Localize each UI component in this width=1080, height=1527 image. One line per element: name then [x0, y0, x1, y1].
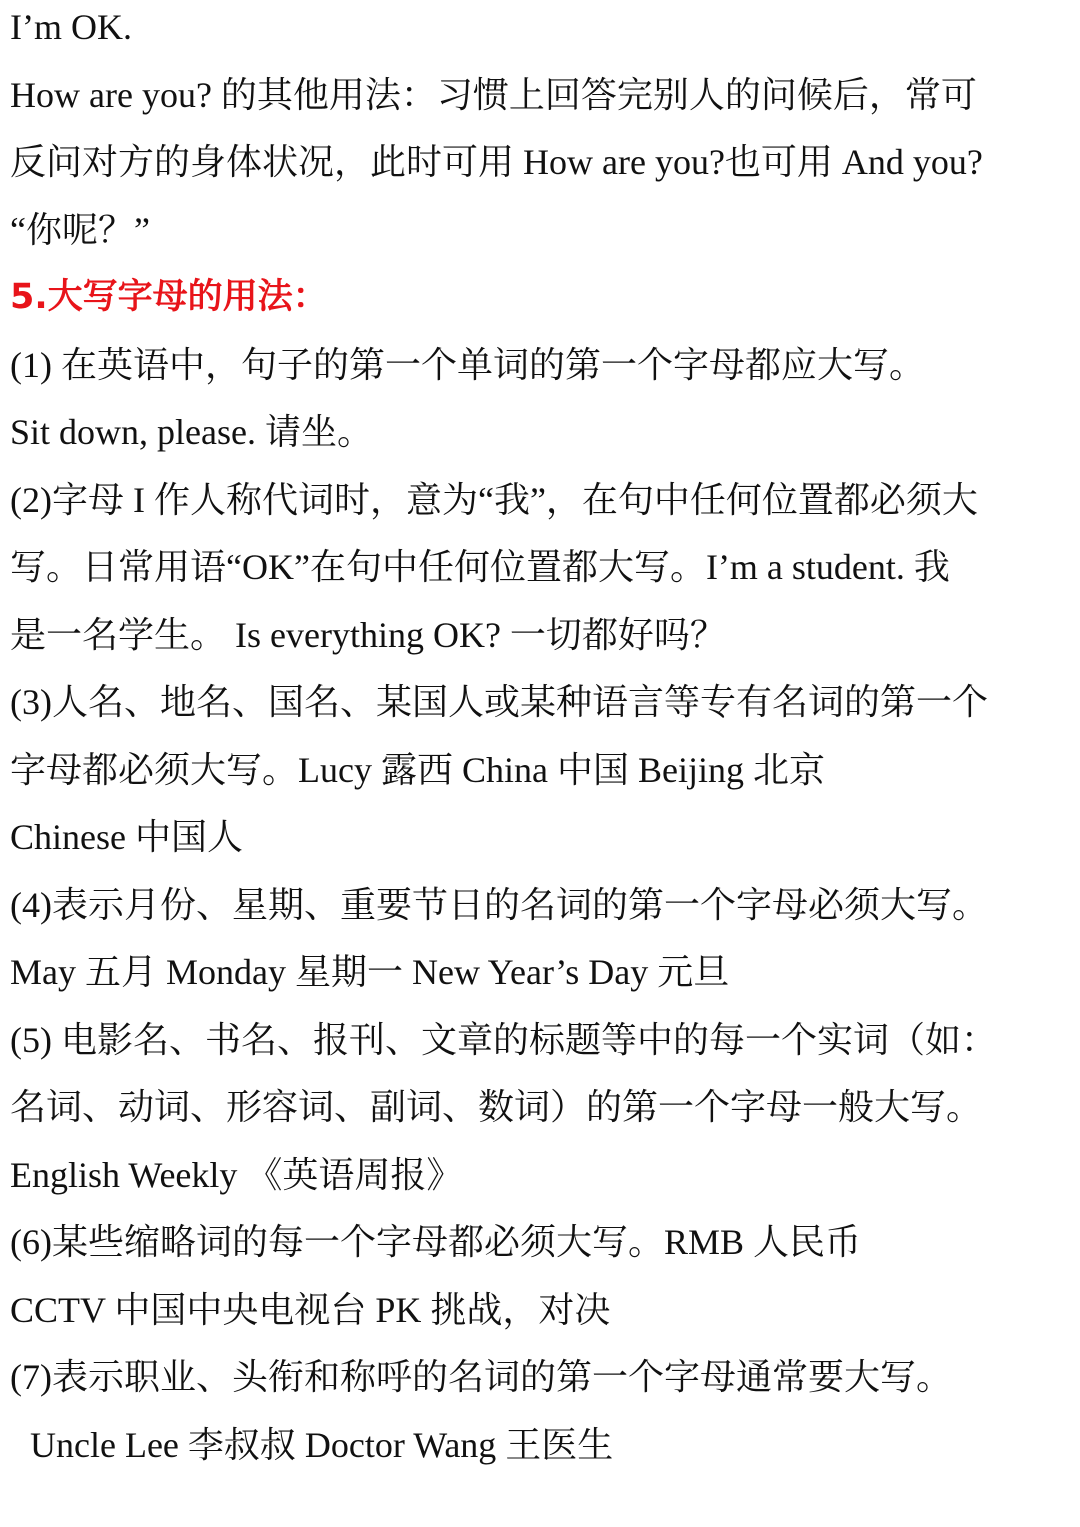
text-line: How are you? 的其他用法：习惯上回答完别人的问候后，常可 [10, 75, 977, 115]
text-line: CCTV 中国中央电视台 PK 挑战，对决 [10, 1290, 611, 1330]
text-line: Sit down, please. 请坐。 [10, 412, 373, 452]
text-line: May 五月 Monday 星期一 New Year’s Day 元旦 [10, 952, 730, 992]
text-line: Chinese 中国人 [10, 817, 243, 857]
text-line: “你呢？” [10, 210, 150, 250]
text-line: I’m OK. [10, 7, 132, 47]
text-line: 写。日常用语“OK”在句中任何位置都大写。I’m a student. 我 [10, 547, 950, 587]
text-line: (6)某些缩略词的每一个字母都必须大写。RMB 人民币 [10, 1222, 862, 1262]
text-line: English Weekly 《英语周报》 [10, 1155, 463, 1195]
text-line: Uncle Lee 李叔叔 Doctor Wang 王医生 [30, 1425, 614, 1465]
text-line: (1) 在英语中，句子的第一个单词的第一个字母都应大写。 [10, 345, 925, 385]
text-line: 字母都必须大写。Lucy 露西 China 中国 Beijing 北京 [10, 750, 825, 790]
text-line: 反问对方的身体状况，此时可用 How are you?也可用 And you? [10, 142, 983, 182]
text-line: (4)表示月份、星期、重要节日的名词的第一个字母必须大写。 [10, 885, 988, 925]
text-line: 名词、动词、形容词、副词、数词）的第一个字母一般大写。 [10, 1087, 983, 1127]
section-heading: 5.大写字母的用法： [10, 277, 328, 317]
text-line: (2)字母 I 作人称代词时，意为“我”，在句中任何位置都必须大 [10, 480, 978, 520]
text-line: (5) 电影名、书名、报刊、文章的标题等中的每一个实词（如： [10, 1020, 997, 1060]
text-line: (3)人名、地名、国名、某国人或某种语言等专有名词的第一个 [10, 682, 988, 722]
text-line: 是一名学生。 Is everything OK? 一切都好吗？ [10, 615, 726, 655]
text-line: (7)表示职业、头衔和称呼的名词的第一个字母通常要大写。 [10, 1357, 952, 1397]
